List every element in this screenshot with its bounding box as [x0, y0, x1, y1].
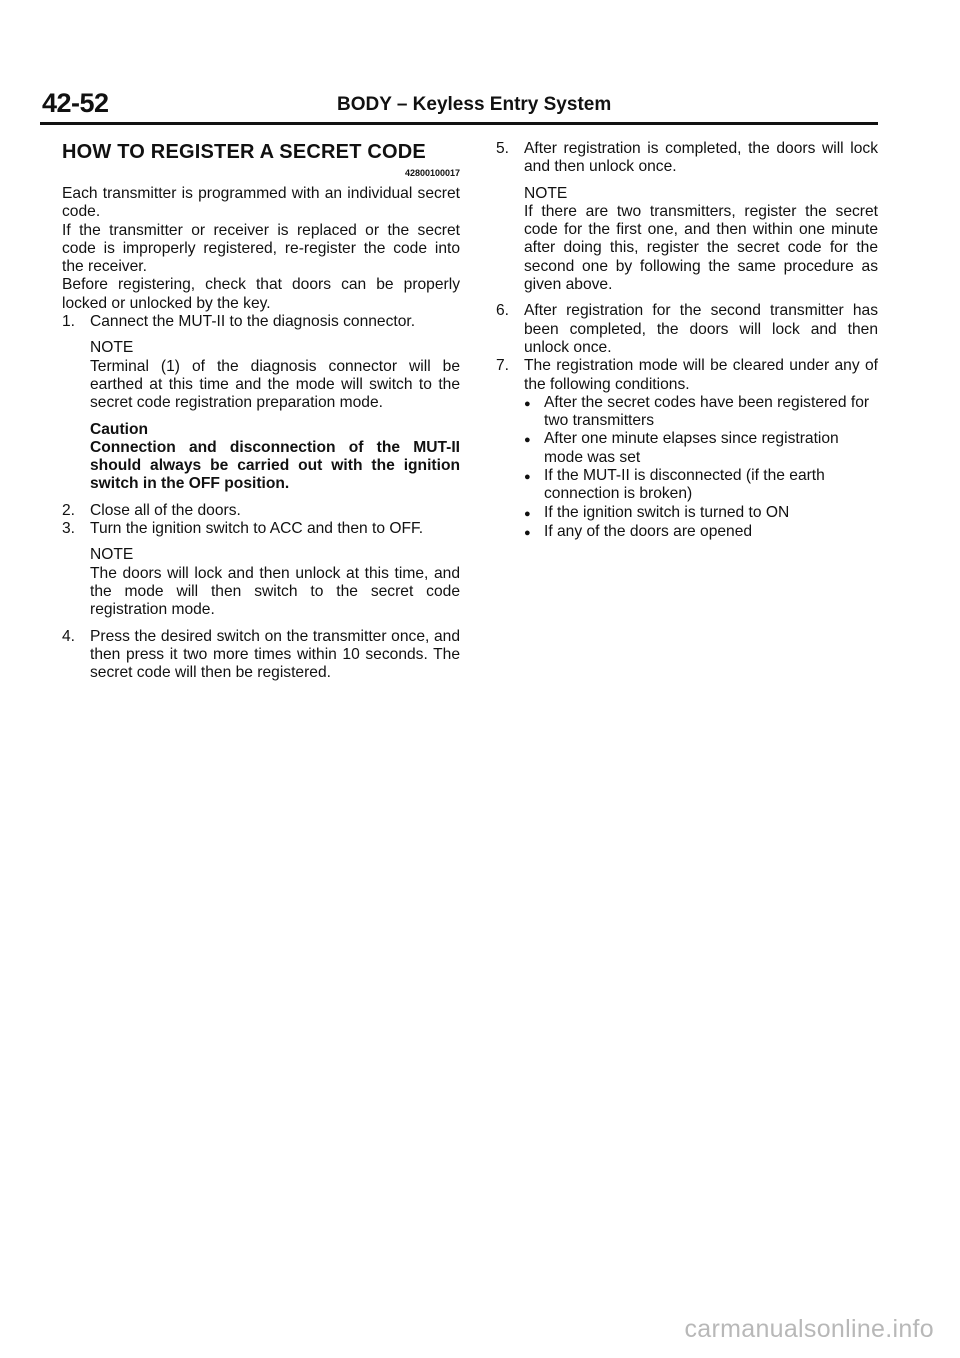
list-item: [524, 430, 878, 467]
bullet-text: If the MUT-II is disconnected (if the earth connection is broken): [544, 467, 825, 503]
note-text: The doors will lock and then unlock at this time, and the mode will then switch to the secret code registration mode.: [90, 564, 460, 619]
bullet-icon: ●: [524, 397, 531, 410]
list-item: [524, 467, 878, 504]
right-column: [496, 140, 878, 542]
step-5: [496, 140, 878, 177]
document-code: 42800100017: [404, 168, 460, 178]
step-text: The registration mode will be cleared under any of the following conditions.: [524, 357, 878, 393]
bullet-icon: ●: [524, 507, 531, 520]
list-item: [524, 504, 878, 523]
intro-paragraph-3: Before registering, check that doors can be properly locked or unlocked by the key.: [62, 276, 460, 312]
left-column: [62, 140, 460, 682]
note-label: NOTE: [90, 339, 134, 357]
step-6: [496, 302, 878, 357]
intro-paragraph-1: Each transmitter is programmed with an individual secret code.: [62, 185, 460, 221]
step-1: [62, 313, 460, 331]
bullet-text: After one minute elapses since registration mode was set: [544, 430, 839, 466]
step-text: After registration for the second transmitter has been completed, the doors will lock and then unlock once.: [524, 302, 878, 356]
caution-label: Caution: [90, 420, 149, 438]
page-header: [40, 88, 878, 125]
step-number: 6.: [496, 302, 510, 320]
step-text: Turn the ignition switch to ACC and then to OFF.: [90, 520, 424, 538]
running-title: BODY – Keyless Entry System: [337, 94, 612, 115]
bullet-icon: ●: [524, 526, 531, 539]
step-number: 1.: [62, 313, 76, 331]
step-number: 7.: [496, 357, 510, 375]
page-number: 42-52: [42, 88, 109, 118]
step-text: After registration is completed, the doors will lock and then unlock once.: [524, 140, 878, 176]
intro-paragraph-2: If the transmitter or receiver is replaced or the secret code is improperly registered, re-register the code into the receiver.: [62, 221, 460, 276]
note-label: NOTE: [90, 546, 134, 564]
step-text: Press the desired switch on the transmitter once, and then press it two more times within 10 seconds. The secret code will then be registered.: [90, 627, 460, 682]
list-item: [524, 523, 878, 542]
bullet-icon: ●: [524, 471, 531, 484]
step-number: 5.: [496, 140, 510, 157]
note-label: NOTE: [524, 184, 568, 202]
step-number: 4.: [62, 627, 76, 645]
step-3: [62, 520, 460, 538]
note-text: If there are two transmitters, register the secret code for the first one, and then within one minute after doing this, register the secret code for the second one by following the same procedure as given above.: [524, 202, 878, 294]
bullet-icon: ●: [524, 434, 531, 447]
list-item: [524, 394, 878, 431]
section-title: HOW TO REGISTER A SECRET CODE: [62, 141, 426, 163]
step-text: Close all of the doors.: [90, 501, 241, 519]
step-number: 3.: [62, 520, 76, 538]
step-4: [62, 628, 460, 683]
bullet-text: After the secret codes have been registered for two transmitters: [544, 393, 870, 430]
bullet-text: If any of the doors are opened: [544, 522, 753, 540]
step-2: [62, 502, 460, 520]
caution-text: Connection and disconnection of the MUT-II should always be carried out with the ignition switch in the OFF position.: [90, 438, 460, 493]
site-watermark: carmanualsonline.info: [684, 1315, 934, 1343]
step-text: Cannect the MUT-II to the diagnosis connector.: [90, 313, 416, 331]
step-number: 2.: [62, 501, 76, 519]
bullet-text: If the ignition switch is turned to ON: [544, 503, 790, 521]
note-text: Terminal (1) of the diagnosis connector will be earthed at this time and the mode will switch to the secret code registration preparation mode.: [90, 357, 460, 412]
step-7: [496, 357, 878, 394]
